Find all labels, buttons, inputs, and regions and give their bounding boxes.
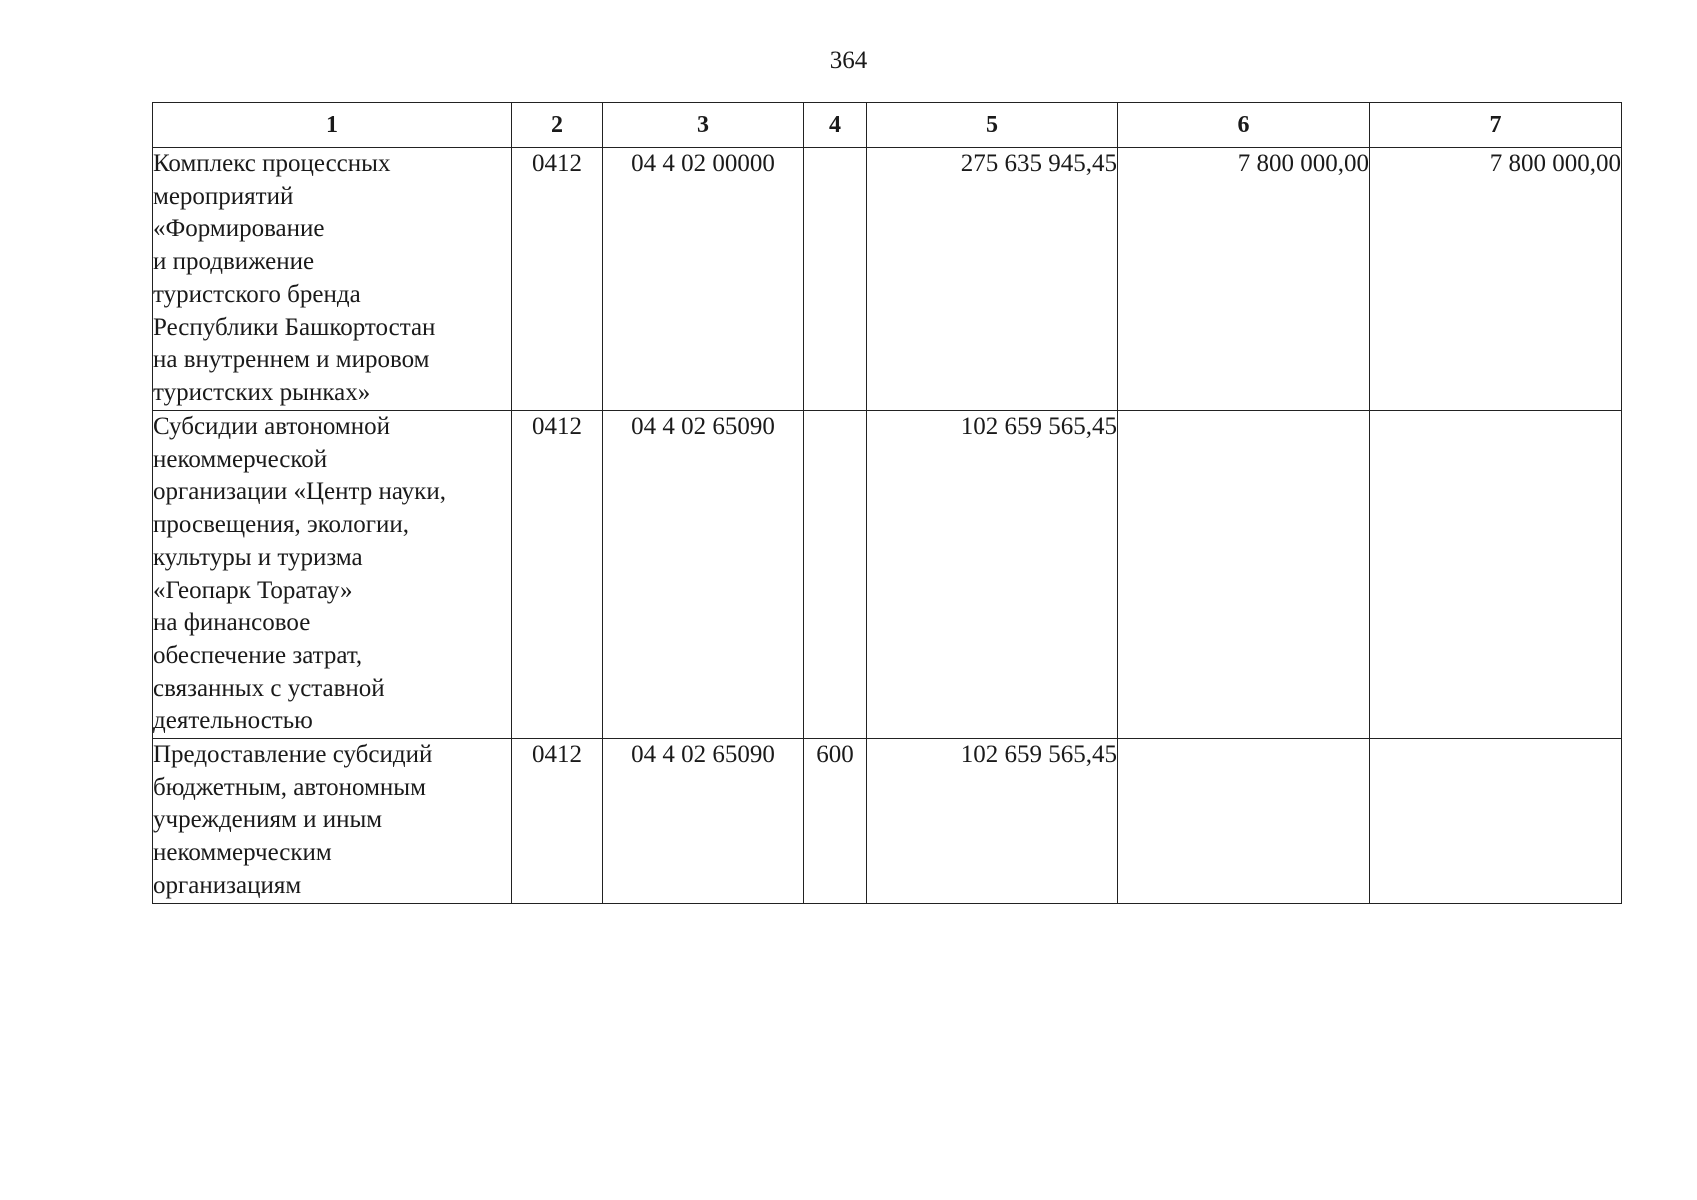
row-name-line: на финансовое [153,609,311,637]
target-code-cell: 04 4 02 65090 [603,411,804,739]
column-header-4: 4 [804,103,867,148]
row-name-cell [153,739,512,904]
row-name-line: «Формирование [153,215,325,243]
expense-type-cell [804,148,867,411]
amount-cell-6 [1118,739,1370,904]
row-name-line: Республики Башкортостан [153,313,436,341]
row-name-line: Комплекс процессных [153,150,391,177]
target-code-cell: 04 4 02 00000 [603,148,804,411]
row-name-line: просвещения, экологии, [153,511,409,539]
target-code-cell: 04 4 02 65090 [603,739,804,904]
table-row [153,148,1622,411]
section-code-cell: 0412 [512,148,603,411]
row-name-line: туристских рынках» [153,378,371,406]
column-header-3: 3 [603,103,804,148]
row-name-line: обеспечение затрат, [153,641,363,669]
row-name-line: мероприятий [153,182,294,210]
row-name-cell [153,411,512,739]
row-name-line: организациям [153,871,302,899]
column-header-2: 2 [512,103,603,148]
row-name-line: на внутреннем и мировом [153,346,430,374]
header-row [153,103,1622,148]
amount-cell-7 [1370,411,1622,739]
budget-table [152,102,1622,904]
page-number: 364 [829,47,868,74]
row-name-line: и продвижение [153,248,315,276]
row-name-line: Субсидии автономной [153,413,390,440]
column-header-5: 5 [867,103,1118,148]
column-header-7: 7 [1370,103,1622,148]
row-name-line: деятельностью [153,707,313,735]
section-code-cell: 0412 [512,411,603,739]
row-name-line: бюджетным, автономным [153,773,426,801]
section-code-cell: 0412 [512,739,603,904]
amount-cell-6 [1118,411,1370,739]
amount-cell-5: 102 659 565,45 [867,739,1118,904]
row-name-line: учреждениям и иным [153,806,383,834]
table-row [153,411,1622,739]
row-name-cell [153,148,512,411]
amount-cell-5: 102 659 565,45 [867,411,1118,739]
expense-type-cell [804,411,867,739]
amount-cell-5: 275 635 945,45 [867,148,1118,411]
column-header-6: 6 [1118,103,1370,148]
column-header-1: 1 [153,103,512,148]
amount-cell-7 [1370,739,1622,904]
row-name-line: связанных с уставной [153,674,385,702]
row-name-line: организации «Центр науки, [153,478,446,506]
table-row [153,739,1622,904]
row-name-line: Предоставление субсидий [153,741,433,769]
expense-type-cell: 600 [804,739,867,904]
row-name-line: некоммерческой [153,445,328,473]
amount-cell-7: 7 800 000,00 [1370,148,1622,411]
row-name-line: культуры и туризма [153,543,363,571]
row-name-line: «Геопарк Торатау» [153,576,353,604]
amount-cell-6: 7 800 000,00 [1118,148,1370,411]
row-name-line: туристского бренда [153,280,361,308]
row-name-line: некоммерческим [153,839,332,867]
